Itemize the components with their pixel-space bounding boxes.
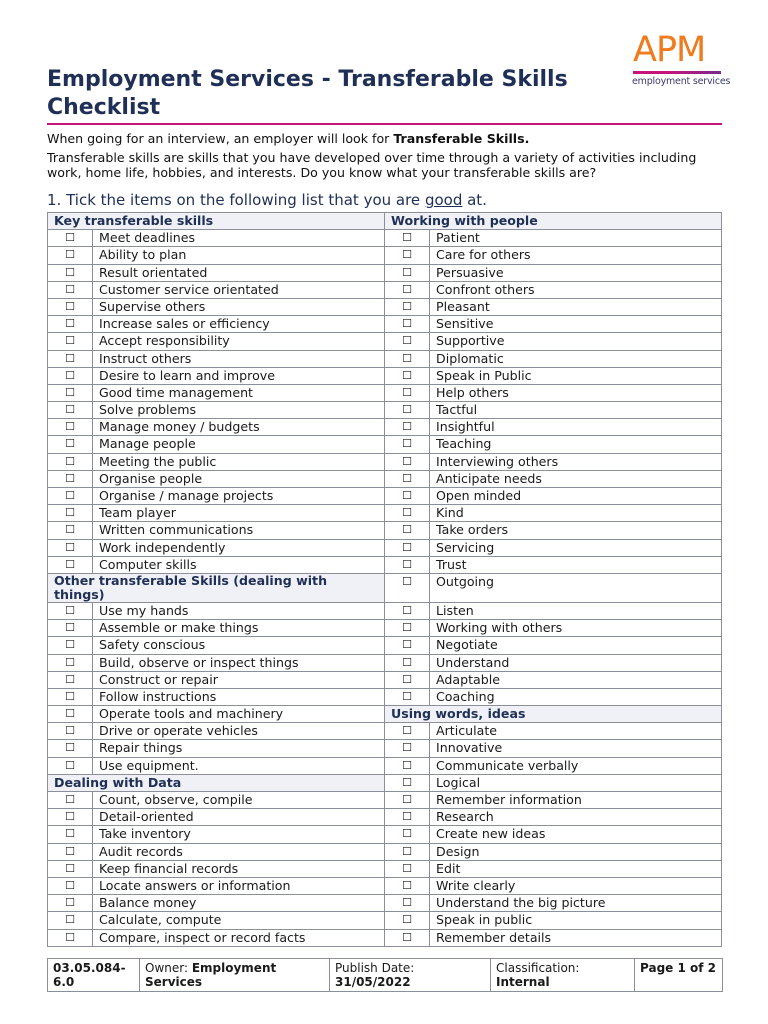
checklist-row <box>48 860 722 877</box>
intro-line-1-bold: Transferable Skills. <box>393 131 530 146</box>
checkbox-understand-the-big-picture[interactable]: ☐ <box>385 895 430 912</box>
skill-label-speak-in-public: Speak in public <box>430 912 722 929</box>
checklist-row <box>48 230 722 247</box>
logo-brand: APM <box>633 30 706 70</box>
intro-paragraph-2: Transferable skills are skills that you have developed over time through a variety of activities including work, home life, hobbies, and interests. Do you know what your transferable skills are? <box>47 150 697 180</box>
checkbox-take-orders[interactable]: ☐ <box>385 522 430 539</box>
skill-label-use-equipment: Use equipment. <box>93 757 385 774</box>
checkbox-speak-in-public[interactable]: ☐ <box>385 367 430 384</box>
section-heading <box>47 191 487 209</box>
skill-label-computer-skills: Computer skills <box>93 556 385 573</box>
skill-label-negotiate: Negotiate <box>430 637 722 654</box>
skill-label-logical: Logical <box>430 774 722 791</box>
footer-page-number <box>635 959 723 992</box>
checkbox-outgoing[interactable]: ☐ <box>385 573 430 602</box>
checklist-row <box>48 895 722 912</box>
checklist-row <box>48 843 722 860</box>
checklist-row <box>48 488 722 505</box>
checkbox-articulate[interactable]: ☐ <box>385 723 430 740</box>
skill-label-working-with-others: Working with others <box>430 620 722 637</box>
checklist-row <box>48 929 722 946</box>
skill-label-meet-deadlines: Meet deadlines <box>93 230 385 247</box>
footer-doc-number-value: 03.05.084-6.0 <box>53 961 126 989</box>
checklist-row <box>48 912 722 929</box>
skill-label-tactful: Tactful <box>430 402 722 419</box>
skill-label-instruct-others: Instruct others <box>93 350 385 367</box>
checkbox-interviewing-others[interactable]: ☐ <box>385 453 430 470</box>
checklist-row <box>48 637 722 654</box>
checklist-row <box>48 809 722 826</box>
skill-label-good-time-management: Good time management <box>93 384 385 401</box>
checklist-row <box>48 522 722 539</box>
checklist-row <box>48 453 722 470</box>
checkbox-construct-or-repair[interactable]: ☐ <box>48 671 93 688</box>
skill-label-organise-manage-projects: Organise / manage projects <box>93 488 385 505</box>
checklist-row <box>48 470 722 487</box>
skill-label-increase-sales-or-efficiency: Increase sales or efficiency <box>93 316 385 333</box>
footer-doc-number <box>48 959 140 992</box>
skill-label-persuasive: Persuasive <box>430 264 722 281</box>
skills-table-body <box>48 213 722 947</box>
checklist-row <box>48 602 722 619</box>
checkbox-calculate-compute[interactable]: ☐ <box>48 912 93 929</box>
checkbox-confront-others[interactable]: ☐ <box>385 281 430 298</box>
checkbox-supervise-others[interactable]: ☐ <box>48 298 93 315</box>
checkbox-open-minded[interactable]: ☐ <box>385 488 430 505</box>
checkbox-count-observe-compile[interactable]: ☐ <box>48 792 93 809</box>
skill-label-written-communications: Written communications <box>93 522 385 539</box>
checklist-row <box>48 402 722 419</box>
checkbox-team-player[interactable]: ☐ <box>48 505 93 522</box>
checklist-row <box>48 298 722 315</box>
checklist-row <box>48 688 722 705</box>
skill-label-interviewing-others: Interviewing others <box>430 453 722 470</box>
section-header-other-transferable-skills-dealing-with-things: Other transferable Skills (dealing with things) <box>48 573 385 602</box>
skill-label-keep-financial-records: Keep financial records <box>93 860 385 877</box>
skill-label-drive-or-operate-vehicles: Drive or operate vehicles <box>93 723 385 740</box>
footer-classification-value: Internal <box>496 975 550 989</box>
intro-text <box>47 131 727 183</box>
checklist-row <box>48 264 722 281</box>
checkbox-anticipate-needs[interactable]: ☐ <box>385 470 430 487</box>
checklist-row <box>48 505 722 522</box>
skill-label-assemble-or-make-things: Assemble or make things <box>93 620 385 637</box>
skill-label-build-observe-or-inspect-things: Build, observe or inspect things <box>93 654 385 671</box>
checkbox-result-orientated[interactable]: ☐ <box>48 264 93 281</box>
skill-label-meeting-the-public: Meeting the public <box>93 453 385 470</box>
skill-label-coaching: Coaching <box>430 688 722 705</box>
skill-label-solve-problems: Solve problems <box>93 402 385 419</box>
skill-label-adaptable: Adaptable <box>430 671 722 688</box>
checklist-row <box>48 350 722 367</box>
footer-publish-label: Publish Date: <box>335 961 415 975</box>
footer-publish-value: 31/05/2022 <box>335 975 411 989</box>
checkbox-kind[interactable]: ☐ <box>385 505 430 522</box>
skill-label-insightful: Insightful <box>430 419 722 436</box>
skill-label-operate-tools-and-machinery: Operate tools and machinery <box>93 706 385 723</box>
skill-label-listen: Listen <box>430 602 722 619</box>
checklist-row <box>48 654 722 671</box>
checkbox-customer-service-orientated[interactable]: ☐ <box>48 281 93 298</box>
skill-label-balance-money: Balance money <box>93 895 385 912</box>
section-heading-end: at. <box>462 191 487 209</box>
checkbox-keep-financial-records[interactable]: ☐ <box>48 860 93 877</box>
skill-label-compare-inspect-or-record-facts: Compare, inspect or record facts <box>93 929 385 946</box>
skill-label-innovative: Innovative <box>430 740 722 757</box>
checkbox-meet-deadlines[interactable]: ☐ <box>48 230 93 247</box>
logo-underline <box>633 71 721 74</box>
checkbox-persuasive[interactable]: ☐ <box>385 264 430 281</box>
checkbox-increase-sales-or-efficiency[interactable]: ☐ <box>48 316 93 333</box>
skill-label-design: Design <box>430 843 722 860</box>
checkbox-logical[interactable]: ☐ <box>385 774 430 791</box>
checklist-row <box>48 877 722 894</box>
checkbox-good-time-management[interactable]: ☐ <box>48 384 93 401</box>
checklist-row <box>48 792 722 809</box>
checkbox-insightful[interactable]: ☐ <box>385 419 430 436</box>
checkbox-audit-records[interactable]: ☐ <box>48 843 93 860</box>
checkbox-written-communications[interactable]: ☐ <box>48 522 93 539</box>
section-heading-underlined: good <box>424 191 463 209</box>
checkbox-trust[interactable]: ☐ <box>385 556 430 573</box>
footer-owner-value: Employment Services <box>145 961 277 989</box>
skill-label-desire-to-learn-and-improve: Desire to learn and improve <box>93 367 385 384</box>
checkbox-innovative[interactable]: ☐ <box>385 740 430 757</box>
checklist-row <box>48 740 722 757</box>
checkbox-manage-people[interactable]: ☐ <box>48 436 93 453</box>
checkbox-follow-instructions[interactable]: ☐ <box>48 688 93 705</box>
footer-page-value: Page 1 of 2 <box>640 961 716 975</box>
skill-label-help-others: Help others <box>430 384 722 401</box>
checkbox-create-new-ideas[interactable]: ☐ <box>385 826 430 843</box>
skill-label-use-my-hands: Use my hands <box>93 602 385 619</box>
skill-label-teaching: Teaching <box>430 436 722 453</box>
checkbox-design[interactable]: ☐ <box>385 843 430 860</box>
checkbox-speak-in-public[interactable]: ☐ <box>385 912 430 929</box>
section-heading-text: 1. Tick the items on the following list that you are <box>47 191 425 209</box>
checkbox-use-equipment[interactable]: ☐ <box>48 757 93 774</box>
skill-label-sensitive: Sensitive <box>430 316 722 333</box>
checkbox-edit[interactable]: ☐ <box>385 860 430 877</box>
checkbox-locate-answers-or-information[interactable]: ☐ <box>48 877 93 894</box>
skill-label-understand-the-big-picture: Understand the big picture <box>430 895 722 912</box>
checkbox-take-inventory[interactable]: ☐ <box>48 826 93 843</box>
skill-label-pleasant: Pleasant <box>430 298 722 315</box>
checkbox-accept-responsibility[interactable]: ☐ <box>48 333 93 350</box>
checklist-row <box>48 706 722 723</box>
checkbox-patient[interactable]: ☐ <box>385 230 430 247</box>
skill-label-care-for-others: Care for others <box>430 247 722 264</box>
checkbox-servicing[interactable]: ☐ <box>385 539 430 556</box>
skill-label-kind: Kind <box>430 505 722 522</box>
intro-line-1 <box>47 131 727 147</box>
checkbox-help-others[interactable]: ☐ <box>385 384 430 401</box>
page-title: Employment Services - Transferable Skills Checklist <box>47 67 568 120</box>
checklist-row <box>48 757 722 774</box>
checkbox-listen[interactable]: ☐ <box>385 602 430 619</box>
checkbox-computer-skills[interactable]: ☐ <box>48 556 93 573</box>
skills-checklist-table <box>47 212 722 947</box>
checkbox-safety-conscious[interactable]: ☐ <box>48 637 93 654</box>
checklist-row <box>48 333 722 350</box>
skill-label-locate-answers-or-information: Locate answers or information <box>93 877 385 894</box>
skill-label-speak-in-public: Speak in Public <box>430 367 722 384</box>
skill-label-safety-conscious: Safety conscious <box>93 637 385 654</box>
checkbox-repair-things[interactable]: ☐ <box>48 740 93 757</box>
checkbox-work-independently[interactable]: ☐ <box>48 539 93 556</box>
checkbox-diplomatic[interactable]: ☐ <box>385 350 430 367</box>
skill-label-outgoing: Outgoing <box>430 573 722 602</box>
skill-label-write-clearly: Write clearly <box>430 877 722 894</box>
document-footer <box>47 958 723 992</box>
skill-label-diplomatic: Diplomatic <box>430 350 722 367</box>
checkbox-negotiate[interactable]: ☐ <box>385 637 430 654</box>
footer-owner-label: Owner: <box>145 961 192 975</box>
skill-label-remember-details: Remember details <box>430 929 722 946</box>
intro-line-1-text: When going for an interview, an employer will look for <box>47 131 394 146</box>
checkbox-write-clearly[interactable]: ☐ <box>385 877 430 894</box>
checklist-row <box>48 419 722 436</box>
skill-label-construct-or-repair: Construct or repair <box>93 671 385 688</box>
checklist-row <box>48 671 722 688</box>
skill-label-customer-service-orientated: Customer service orientated <box>93 281 385 298</box>
skill-label-communicate-verbally: Communicate verbally <box>430 757 722 774</box>
checklist-row <box>48 539 722 556</box>
checkbox-pleasant[interactable]: ☐ <box>385 298 430 315</box>
checkbox-supportive[interactable]: ☐ <box>385 333 430 350</box>
checklist-row <box>48 774 722 791</box>
checklist-row <box>48 281 722 298</box>
skill-label-manage-money-budgets: Manage money / budgets <box>93 419 385 436</box>
section-header-key-transferable-skills: Key transferable skills <box>48 213 385 230</box>
skill-label-anticipate-needs: Anticipate needs <box>430 470 722 487</box>
checkbox-detail-oriented[interactable]: ☐ <box>48 809 93 826</box>
checkbox-sensitive[interactable]: ☐ <box>385 316 430 333</box>
checkbox-drive-or-operate-vehicles[interactable]: ☐ <box>48 723 93 740</box>
checkbox-compare-inspect-or-record-facts[interactable]: ☐ <box>48 929 93 946</box>
checklist-row <box>48 556 722 573</box>
checkbox-communicate-verbally[interactable]: ☐ <box>385 757 430 774</box>
checkbox-ability-to-plan[interactable]: ☐ <box>48 247 93 264</box>
checkbox-operate-tools-and-machinery[interactable]: ☐ <box>48 706 93 723</box>
checkbox-care-for-others[interactable]: ☐ <box>385 247 430 264</box>
logo-subtitle: employment services <box>632 76 731 87</box>
skill-label-open-minded: Open minded <box>430 488 722 505</box>
skill-label-research: Research <box>430 809 722 826</box>
footer-publish-date <box>330 959 491 992</box>
section-header-dealing-with-data: Dealing with Data <box>48 774 385 791</box>
checkbox-balance-money[interactable]: ☐ <box>48 895 93 912</box>
checkbox-solve-problems[interactable]: ☐ <box>48 402 93 419</box>
skill-label-audit-records: Audit records <box>93 843 385 860</box>
skill-label-servicing: Servicing <box>430 539 722 556</box>
checkbox-use-my-hands[interactable]: ☐ <box>48 602 93 619</box>
apm-logo <box>630 30 731 92</box>
skill-label-manage-people: Manage people <box>93 436 385 453</box>
checkbox-remember-details[interactable]: ☐ <box>385 929 430 946</box>
skill-label-edit: Edit <box>430 860 722 877</box>
skill-label-supervise-others: Supervise others <box>93 298 385 315</box>
skill-label-organise-people: Organise people <box>93 470 385 487</box>
skill-label-confront-others: Confront others <box>430 281 722 298</box>
checkbox-instruct-others[interactable]: ☐ <box>48 350 93 367</box>
checkbox-coaching[interactable]: ☐ <box>385 688 430 705</box>
checkbox-teaching[interactable]: ☐ <box>385 436 430 453</box>
checklist-row <box>48 316 722 333</box>
skill-label-supportive: Supportive <box>430 333 722 350</box>
skill-label-follow-instructions: Follow instructions <box>93 688 385 705</box>
skill-label-team-player: Team player <box>93 505 385 522</box>
title-divider <box>47 123 722 125</box>
checkbox-assemble-or-make-things[interactable]: ☐ <box>48 620 93 637</box>
checklist-row <box>48 573 722 602</box>
checklist-row <box>48 247 722 264</box>
skill-label-work-independently: Work independently <box>93 539 385 556</box>
skill-label-result-orientated: Result orientated <box>93 264 385 281</box>
checkbox-build-observe-or-inspect-things[interactable]: ☐ <box>48 654 93 671</box>
checklist-row <box>48 367 722 384</box>
footer-owner <box>140 959 330 992</box>
skill-label-create-new-ideas: Create new ideas <box>430 826 722 843</box>
skill-label-take-orders: Take orders <box>430 522 722 539</box>
skill-label-take-inventory: Take inventory <box>93 826 385 843</box>
checkbox-manage-money-budgets[interactable]: ☐ <box>48 419 93 436</box>
footer-classification-label: Classification: <box>496 961 580 975</box>
skill-label-articulate: Articulate <box>430 723 722 740</box>
skill-label-patient: Patient <box>430 230 722 247</box>
footer-classification <box>491 959 635 992</box>
checkbox-organise-manage-projects[interactable]: ☐ <box>48 488 93 505</box>
skill-label-detail-oriented: Detail-oriented <box>93 809 385 826</box>
checklist-row <box>48 620 722 637</box>
skill-label-remember-information: Remember information <box>430 792 722 809</box>
checkbox-desire-to-learn-and-improve[interactable]: ☐ <box>48 367 93 384</box>
checkbox-understand[interactable]: ☐ <box>385 654 430 671</box>
section-header-working-with-people: Working with people <box>385 213 722 230</box>
checkbox-adaptable[interactable]: ☐ <box>385 671 430 688</box>
skill-label-understand: Understand <box>430 654 722 671</box>
checklist-row <box>48 213 722 230</box>
checklist-row <box>48 436 722 453</box>
skill-label-trust: Trust <box>430 556 722 573</box>
checkbox-remember-information[interactable]: ☐ <box>385 792 430 809</box>
checkbox-research[interactable]: ☐ <box>385 809 430 826</box>
checklist-row <box>48 384 722 401</box>
checkbox-meeting-the-public[interactable]: ☐ <box>48 453 93 470</box>
skill-label-calculate-compute: Calculate, compute <box>93 912 385 929</box>
skill-label-repair-things: Repair things <box>93 740 385 757</box>
section-header-using-words-ideas: Using words, ideas <box>385 706 722 723</box>
checklist-row <box>48 826 722 843</box>
checkbox-organise-people[interactable]: ☐ <box>48 470 93 487</box>
checkbox-tactful[interactable]: ☐ <box>385 402 430 419</box>
skill-label-ability-to-plan: Ability to plan <box>93 247 385 264</box>
skill-label-count-observe-compile: Count, observe, compile <box>93 792 385 809</box>
checkbox-working-with-others[interactable]: ☐ <box>385 620 430 637</box>
checklist-row <box>48 723 722 740</box>
skill-label-accept-responsibility: Accept responsibility <box>93 333 385 350</box>
